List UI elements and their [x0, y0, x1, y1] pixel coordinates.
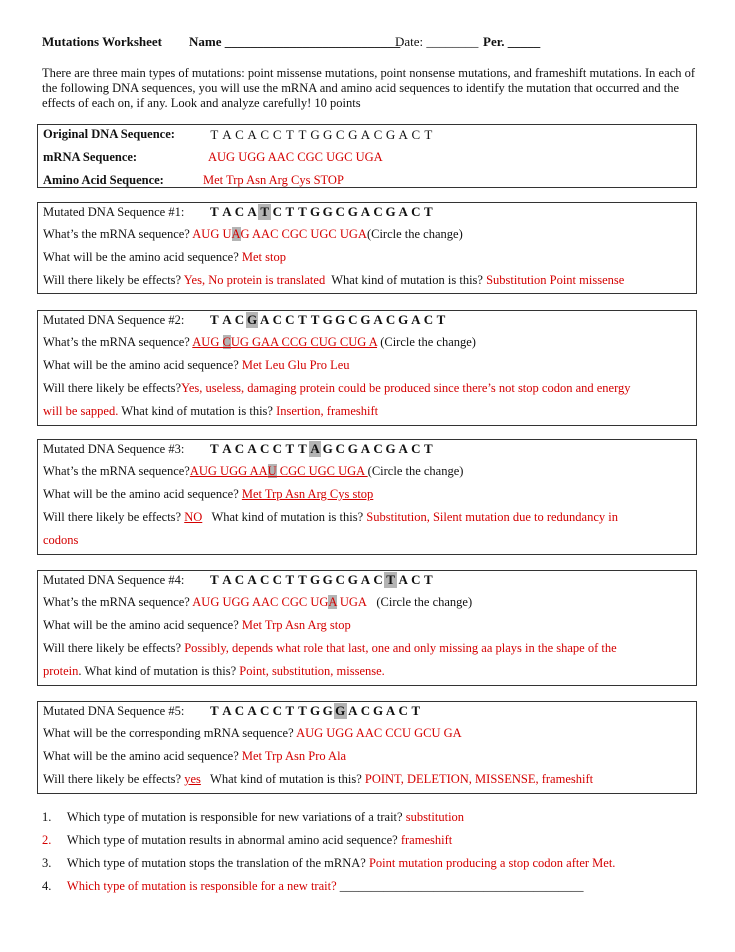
dna-base: C [411, 441, 421, 456]
question-2-text: Which type of mutation results in abnormal amino acid sequence? [66, 833, 398, 847]
dna-base: A [222, 204, 232, 219]
dna-base: T [424, 441, 433, 456]
dna-base: C [234, 441, 245, 456]
dna-base: G [322, 127, 333, 142]
dna-base: T [298, 703, 307, 718]
dna-base: A [247, 204, 257, 219]
question-4-text: Which type of mutation is responsible for a new trait? [66, 879, 337, 893]
dna-base: A [360, 441, 371, 456]
dna-base: C [272, 204, 282, 219]
dna-base: A [411, 312, 421, 327]
dna-base: A [222, 572, 232, 587]
dna-base: T [210, 127, 219, 142]
dna-base: G [322, 441, 333, 456]
mutation-1-kind-answer[interactable]: Substitution Point missense [486, 273, 625, 287]
dna-base: T [424, 204, 433, 219]
mutation-3-aa-answer[interactable]: Met Trp Asn Arg Cys stop [241, 487, 374, 501]
dna-base: C [335, 204, 345, 219]
question-2-answer[interactable]: frameshift [400, 833, 453, 847]
mutation-4-box [37, 570, 697, 686]
dna-base: C [259, 572, 270, 587]
dna-base: G [347, 572, 358, 587]
dna-base: A [247, 572, 257, 587]
mutation-3-dna-sequence [208, 441, 435, 457]
original-dna-sequence [208, 127, 435, 143]
name-field[interactable]: Name ___________________________ [189, 34, 401, 49]
dna-base: T [436, 312, 446, 327]
dna-base: A [360, 127, 371, 142]
mutation-2-mrna-question: What’s the mRNA sequence? [43, 335, 190, 349]
dna-base: T [298, 572, 307, 587]
dna-base: C [234, 703, 245, 718]
mutation-4-label: Mutated DNA Sequence #4: [43, 573, 185, 587]
dna-base: G [322, 204, 333, 219]
mutation-2-effects-question: Will there likely be effects? [43, 381, 182, 395]
dna-base: T [260, 204, 269, 219]
question-1: 1. Which type of mutation is responsible for new variations of a trait? substitution [42, 810, 465, 824]
dna-base: C [423, 312, 434, 327]
mutation-1-effects-question: Will there likely be effects? [43, 273, 182, 287]
mutation-3-label: Mutated DNA Sequence #3: [43, 442, 185, 456]
dna-base: C [373, 441, 383, 456]
dna-base: C [272, 572, 282, 587]
period-field[interactable]: Per. _____ [483, 34, 541, 49]
dna-base: G [372, 703, 384, 718]
mutation-5-effects-question: Will there likely be effects? [43, 772, 182, 786]
dna-base: T [209, 703, 219, 718]
mutation-4-mrna-answer[interactable]: AUG UGG AAC CGC UGA UGA [192, 595, 367, 609]
mutation-4-dna-sequence [208, 572, 435, 588]
mutation-1-mrna-answer[interactable]: AUG UAG AAC CGC UGC UGA [192, 227, 367, 241]
dna-base: T [298, 127, 307, 142]
dna-base: C [272, 441, 282, 456]
mutation-1-effects-answer[interactable]: Yes, No protein is translated [183, 273, 326, 287]
dna-base: A [222, 312, 232, 327]
original-mrna-value: AUG UGG AAC CGC UGC UGA [208, 150, 383, 164]
dna-base: A [222, 127, 232, 142]
mutation-1-aa-answer[interactable]: Met stop [241, 250, 286, 264]
dna-base: C [260, 127, 269, 142]
dna-base: A [222, 703, 232, 718]
original-aa-label: Amino Acid Sequence: [43, 173, 164, 187]
dna-base: C [259, 703, 270, 718]
mutation-4-aa-answer[interactable]: Met Trp Asn Arg stop [241, 618, 351, 632]
mutation-1-label: Mutated DNA Sequence #1: [43, 205, 185, 219]
mutation-5-aa-question: What will be the amino acid sequence? [43, 749, 239, 763]
dna-base: C [348, 312, 358, 327]
question-2: 2. Which type of mutation results in abnormal amino acid sequence? frameshift [42, 833, 453, 847]
mutation-4-mrna-question: What’s the mRNA sequence? [43, 595, 190, 609]
question-3-text: Which type of mutation stops the translation of the mRNA? [66, 856, 366, 870]
dna-base: G [322, 572, 333, 587]
dna-base: G [309, 703, 321, 718]
dna-base: G [360, 312, 371, 327]
dna-base: A [348, 703, 358, 718]
dna-base: T [285, 441, 295, 456]
dna-base: G [347, 204, 358, 219]
circle-instruction: (Circle the change) [376, 595, 473, 609]
dna-base: C [373, 204, 383, 219]
mutation-3-aa-question: What will be the amino acid sequence? [43, 487, 239, 501]
dna-base: G [309, 204, 321, 219]
dna-base: G [310, 127, 320, 142]
question-4-answer[interactable]: _______________________________________ [339, 879, 584, 893]
dna-base: A [360, 204, 371, 219]
mutation-3-mrna-question: What’s the mRNA sequence? [43, 464, 190, 478]
mutation-2-kind-answer[interactable]: Insertion, frameshift [276, 404, 379, 418]
dna-base: T [285, 127, 294, 142]
mutation-4-aa-question: What will be the amino acid sequence? [43, 618, 239, 632]
dna-base: T [424, 127, 433, 142]
mutation-3-box [37, 439, 697, 555]
dna-base: T [285, 204, 295, 219]
dna-base: A [360, 572, 371, 587]
dna-base: G [335, 703, 346, 718]
question-1-answer[interactable]: substitution [405, 810, 465, 824]
mutation-2-mrna-answer[interactable]: AUG CUG GAA CCG CUG CUG A [192, 335, 378, 349]
mutation-3-kind-answer[interactable]: Substitution, Silent mutation due to redundancy in [366, 510, 618, 524]
mutation-3-effects-question: Will there likely be effects? [43, 510, 182, 524]
mutation-2-aa-question: What will be the amino acid sequence? [43, 358, 239, 372]
dna-base: A [222, 441, 232, 456]
dna-base: A [373, 312, 383, 327]
dna-base: G [398, 312, 409, 327]
original-mrna-label: mRNA Sequence: [43, 150, 138, 164]
dna-base: T [424, 572, 433, 587]
worksheet-title: Mutations Worksheet [42, 34, 163, 49]
question-3-answer[interactable]: Point mutation producing a stop codon after Met. [368, 856, 616, 870]
mutation-1-mrna-question: What’s the mRNA sequence? [43, 227, 190, 241]
dna-base: T [285, 572, 295, 587]
dna-base: T [209, 204, 219, 219]
dna-base: C [272, 312, 282, 327]
dna-base: A [247, 127, 257, 142]
mutation-1-box [37, 202, 697, 294]
dna-base: C [335, 441, 345, 456]
date-field[interactable]: Date: ________ [395, 34, 479, 49]
dna-base: T [298, 204, 307, 219]
dna-base: A [398, 441, 408, 456]
dna-base: A [310, 441, 320, 456]
mutation-4-effects-answer-cont[interactable]: protein [43, 664, 79, 678]
dna-base: A [259, 312, 270, 327]
dna-base: C [234, 572, 245, 587]
dna-base: G [335, 312, 346, 327]
dna-base: T [310, 312, 320, 327]
dna-base: T [209, 441, 219, 456]
mutation-1-mrna-change: A [231, 227, 241, 241]
mutation-2-effects-answer[interactable]: Yes, useless, damaging protein could be produced since there’s not stop codon and energy [181, 381, 631, 395]
dna-base: C [398, 703, 408, 718]
mutation-5-effects-answer[interactable]: yes [184, 772, 201, 786]
dna-base: C [411, 127, 421, 142]
mutation-3-effects-answer[interactable]: NO [184, 510, 203, 524]
mutation-2-aa-answer[interactable]: Met Leu Glu Pro Leu [241, 358, 350, 372]
instructions-paragraph: There are three main types of mutations: point missense mutations, point nonsense mutations, and frameshift mutations. In each of the following DNA sequences, you will use the mRNA and amino acid sequences to identify the mutation that occurred and the effects of each on, if any. Look and analyze carefully! 10 points [42, 66, 695, 110]
dna-base: G [385, 441, 396, 456]
circle-instruction: (Circle the change) [380, 335, 476, 349]
dna-base: G [247, 312, 258, 327]
dna-base: A [247, 703, 257, 718]
dna-base: C [285, 312, 295, 327]
mutation-2-dna-sequence [208, 312, 447, 328]
dna-base: C [411, 204, 421, 219]
dna-base: T [209, 572, 219, 587]
dna-base: G [385, 204, 396, 219]
mutation-4-mrna-change: A [328, 595, 337, 609]
dna-base: T [298, 312, 307, 327]
mutation-5-kind-answer[interactable]: POINT, DELETION, MISSENSE, frameshift [364, 772, 594, 786]
mutation-3-kind-question: What kind of mutation is this? [211, 510, 364, 524]
mutation-4-kind-answer[interactable]: Point, substitution, missense. [239, 664, 385, 678]
original-dna-label: Original DNA Sequence: [43, 127, 175, 141]
dna-base: T [386, 572, 395, 587]
mutation-5-mrna-answer[interactable]: AUG UGG AAC CCU GCU GA [296, 726, 462, 740]
dna-base: C [360, 703, 371, 718]
dna-base: G [309, 572, 321, 587]
dna-base: A [385, 703, 396, 718]
dna-base: C [373, 127, 383, 142]
dna-base: T [285, 703, 295, 718]
mutation-4-effects-answer[interactable]: Possibly, depends what role that last, one and only missing aa plays in the shape of the [184, 641, 617, 655]
dna-base: C [373, 572, 383, 587]
dna-base: C [335, 127, 345, 142]
dna-base: G [385, 127, 396, 142]
dna-base: A [398, 127, 408, 142]
dna-base: A [247, 441, 257, 456]
mutation-4-kind-question: . What kind of mutation is this? [78, 664, 237, 678]
dna-base: C [272, 703, 282, 718]
mutation-4-effects-question: Will there likely be effects? [43, 641, 182, 655]
mutation-2-kind-question: What kind of mutation is this? [121, 404, 273, 418]
dna-base: A [398, 572, 408, 587]
mutation-3-mrna-change: U [267, 464, 277, 478]
dna-base: C [411, 572, 421, 587]
question-4: 4. Which type of mutation is responsible for a new trait? _______________________________________ [42, 879, 584, 893]
dna-base: C [335, 572, 345, 587]
mutation-5-aa-answer[interactable]: Met Trp Asn Pro Ala [241, 749, 347, 763]
dna-base: T [209, 312, 219, 327]
dna-base: T [411, 703, 421, 718]
dna-base: C [385, 312, 396, 327]
mutation-1-aa-question: What will be the amino acid sequence? [43, 250, 239, 264]
mutation-5-box [37, 701, 697, 794]
mutation-5-kind-question: What kind of mutation is this? [210, 772, 362, 786]
dna-base: C [234, 204, 245, 219]
dna-base: G [322, 703, 333, 718]
original-aa-value: Met Trp Asn Arg Cys STOP [203, 173, 344, 187]
mutation-1-kind-question: What kind of mutation is this? [331, 273, 483, 287]
mutation-3-mrna-answer[interactable]: AUG UGG AAU CGC UGC UGA [189, 464, 368, 478]
mutation-5-dna-sequence [208, 703, 422, 719]
mutation-1-dna-sequence [208, 204, 435, 220]
dna-base: C [272, 127, 282, 142]
dna-base: T [298, 441, 307, 456]
mutation-5-mrna-question: What will be the corresponding mRNA sequence? [43, 726, 294, 740]
original-sequence-box [37, 124, 697, 188]
mutation-3-kind-answer-cont[interactable]: codons [43, 533, 79, 547]
question-3: 3. Which type of mutation stops the translation of the mRNA? Point mutation producing a stop codon after Met. [42, 856, 616, 870]
dna-base: G [322, 312, 333, 327]
circle-instruction: (Circle the change) [367, 464, 464, 478]
dna-base: C [235, 127, 244, 142]
mutation-2-mrna-change: C [222, 335, 231, 349]
dna-base: A [398, 204, 408, 219]
dna-base: G [348, 127, 358, 142]
mutation-2-box [37, 310, 697, 426]
dna-base: C [259, 441, 270, 456]
mutation-5-label: Mutated DNA Sequence #5: [43, 704, 185, 718]
mutation-2-effects-answer-cont[interactable]: will be sapped. [43, 404, 119, 418]
mutation-2-label: Mutated DNA Sequence #2: [43, 313, 185, 327]
circle-instruction: (Circle the change) [366, 227, 463, 241]
dna-base: G [347, 441, 358, 456]
dna-base: C [234, 312, 245, 327]
question-1-text: Which type of mutation is responsible for new variations of a trait? [66, 810, 403, 824]
